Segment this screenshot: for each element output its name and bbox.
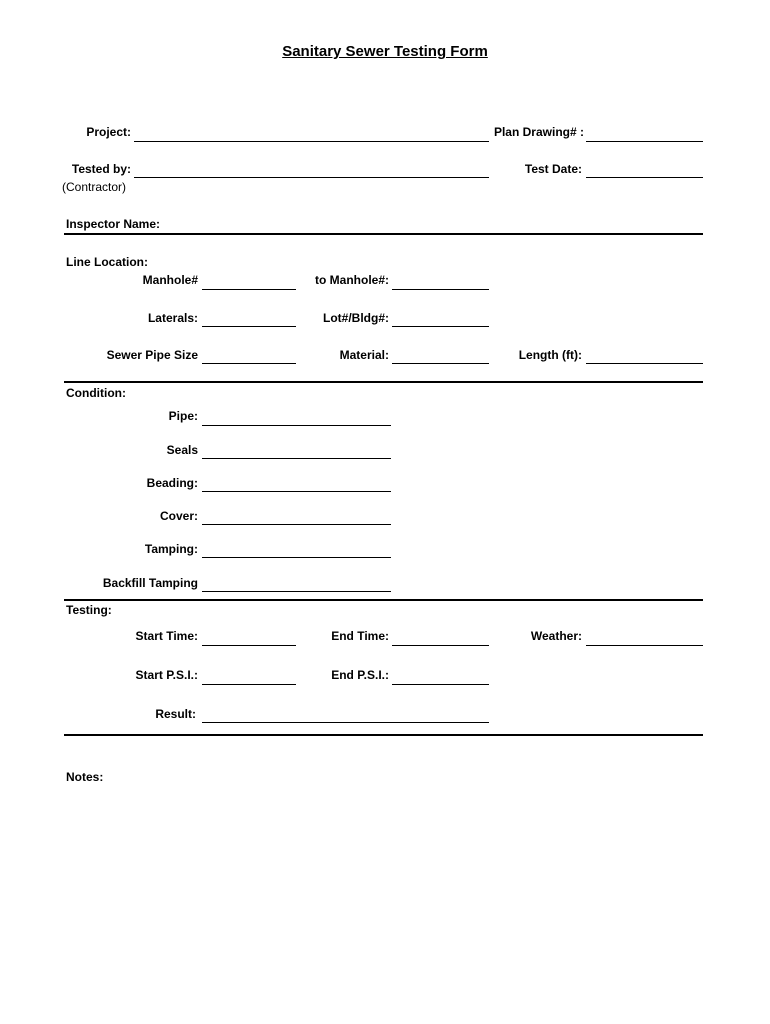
testing-heading: Testing: (66, 603, 112, 617)
tamping-field[interactable] (202, 557, 391, 558)
pipe-field[interactable] (202, 425, 391, 426)
start-psi-label: Start P.S.I.: (135, 668, 198, 682)
laterals-field[interactable] (202, 326, 296, 327)
material-label: Material: (339, 348, 389, 362)
condition-heading: Condition: (66, 386, 126, 400)
project-label: Project: (86, 125, 131, 139)
result-field[interactable] (202, 722, 489, 723)
laterals-label: Laterals: (147, 311, 198, 325)
section-divider (64, 734, 703, 736)
section-divider (64, 599, 703, 601)
length-field[interactable] (586, 363, 703, 364)
beading-label: Beading: (146, 476, 198, 490)
inspector-name-label: Inspector Name: (66, 217, 161, 231)
project-field[interactable] (134, 141, 489, 142)
test-date-label: Test Date: (524, 162, 582, 176)
cover-label: Cover: (159, 509, 198, 523)
end-time-label: End Time: (331, 629, 389, 643)
tested-by-field[interactable] (134, 177, 489, 178)
sewer-pipe-size-label: Sewer Pipe Size (106, 348, 198, 362)
end-psi-field[interactable] (392, 684, 489, 685)
backfill-tamping-field[interactable] (202, 591, 391, 592)
inspector-name-field[interactable] (64, 233, 703, 235)
plan-drawing-label: Plan Drawing# : (493, 125, 584, 139)
tamping-label: Tamping: (144, 542, 198, 556)
seals-field[interactable] (202, 458, 391, 459)
contractor-note: (Contractor) (62, 180, 127, 194)
line-location-heading: Line Location: (66, 255, 148, 269)
notes-label: Notes: (66, 770, 104, 784)
pipe-label: Pipe: (168, 409, 198, 423)
start-time-field[interactable] (202, 645, 296, 646)
end-time-field[interactable] (392, 645, 489, 646)
seals-label: Seals (166, 443, 198, 457)
backfill-tamping-label: Backfill Tamping (102, 576, 198, 590)
material-field[interactable] (392, 363, 489, 364)
lot-bldg-label: Lot#/Bldg#: (323, 311, 389, 325)
manhole-field[interactable] (202, 289, 296, 290)
weather-field[interactable] (586, 645, 703, 646)
manhole-label: Manhole# (142, 273, 198, 287)
test-date-field[interactable] (586, 177, 703, 178)
length-label: Length (ft): (518, 348, 582, 362)
start-time-label: Start Time: (135, 629, 198, 643)
sewer-pipe-size-field[interactable] (202, 363, 296, 364)
beading-field[interactable] (202, 491, 391, 492)
tested-by-label: Tested by: (71, 162, 131, 176)
result-label: Result: (155, 707, 196, 721)
cover-field[interactable] (202, 524, 391, 525)
page-title: Sanitary Sewer Testing Form (282, 43, 488, 60)
to-manhole-label: to Manhole#: (315, 273, 389, 287)
lot-bldg-field[interactable] (392, 326, 489, 327)
start-psi-field[interactable] (202, 684, 296, 685)
to-manhole-field[interactable] (392, 289, 489, 290)
end-psi-label: End P.S.I.: (331, 668, 389, 682)
weather-label: Weather: (530, 629, 582, 643)
plan-drawing-field[interactable] (586, 141, 703, 142)
section-divider (64, 381, 703, 383)
